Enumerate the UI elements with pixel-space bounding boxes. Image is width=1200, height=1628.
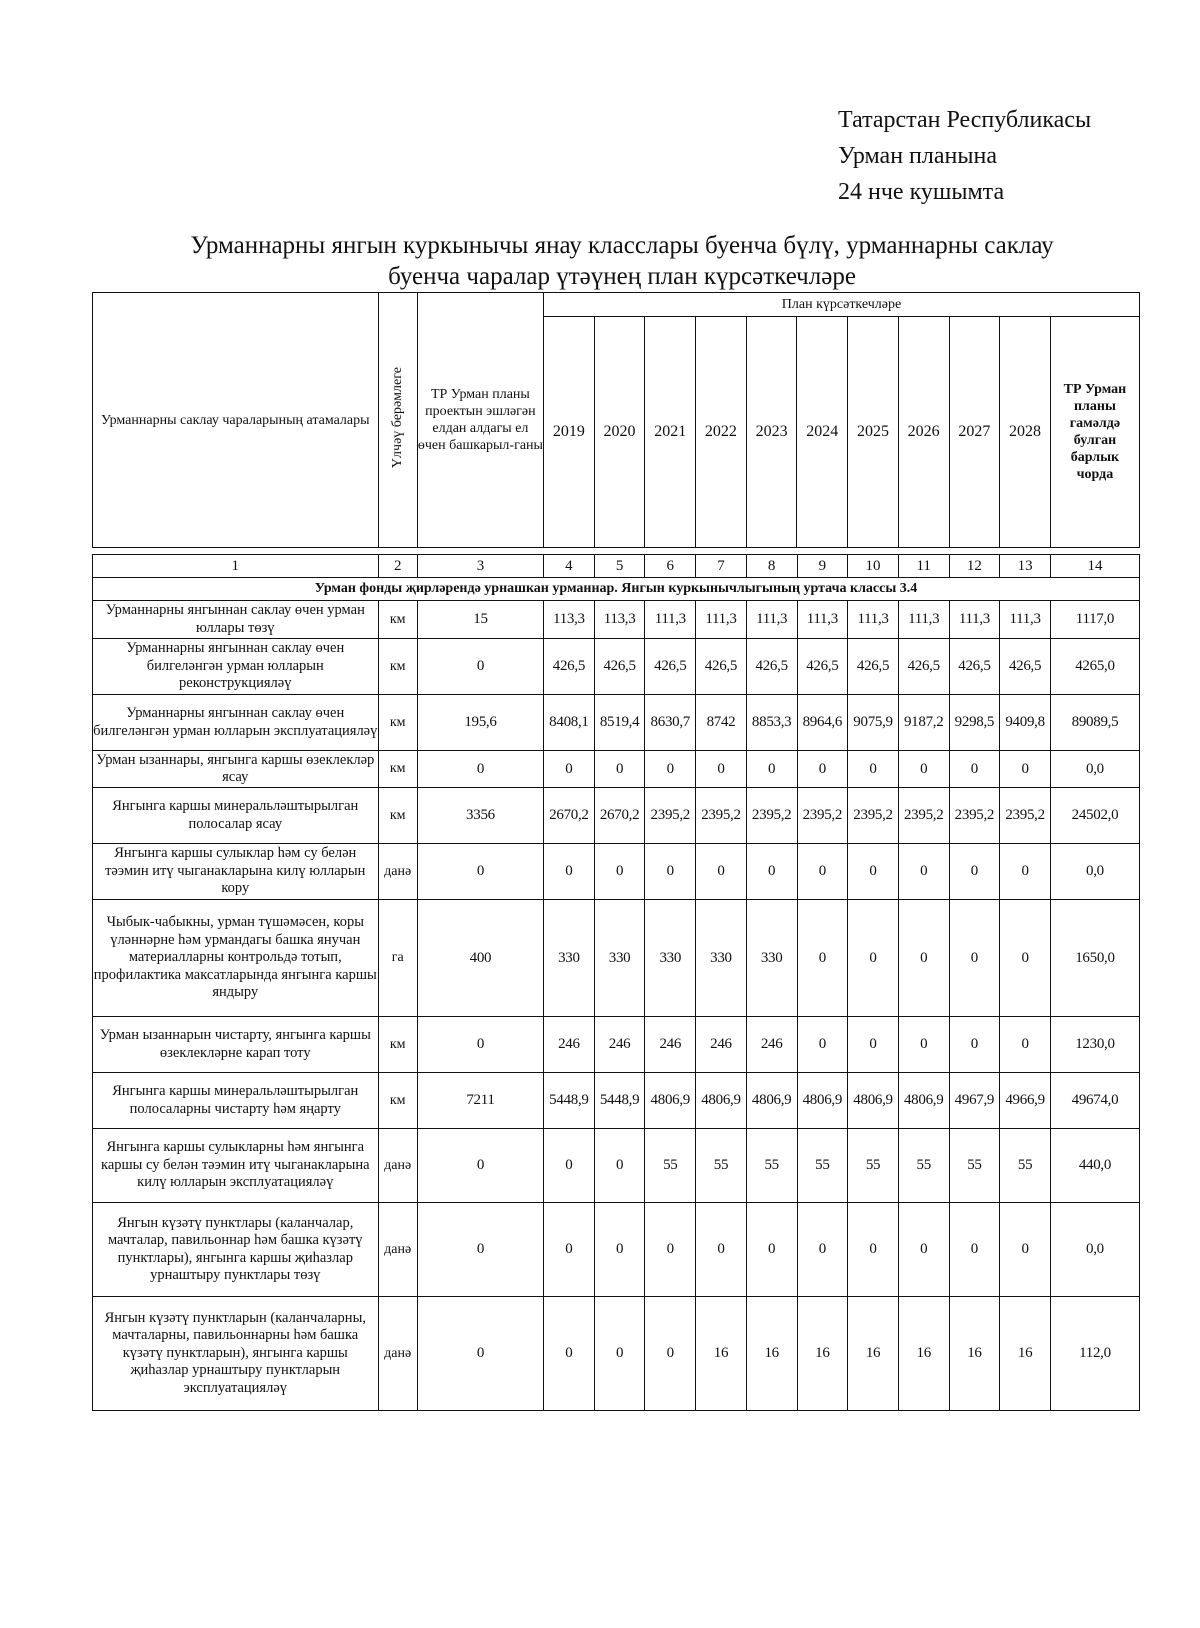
- year-value-cell: 426,5: [1000, 639, 1051, 695]
- previous-year-cell: 0: [417, 751, 543, 788]
- year-value-cell: 4806,9: [746, 1073, 797, 1129]
- unit-cell: данә: [378, 1129, 417, 1203]
- year-value-cell: 0: [1000, 1203, 1051, 1297]
- column-number: 6: [645, 555, 696, 578]
- total-cell: 0,0: [1050, 844, 1139, 900]
- measure-name-cell: Янгын күзәтү пунктларын (каланчаларны, мачталарны, павильоннарны һәм башка күзәтү пунктларын), янгынга каршы җиһазлар урнаштыру пунктларын эксплуатацияләү: [93, 1297, 379, 1411]
- year-value-cell: 246: [746, 1017, 797, 1073]
- year-value-cell: 4806,9: [898, 1073, 949, 1129]
- unit-cell: км: [378, 788, 417, 844]
- year-value-cell: 0: [1000, 1017, 1051, 1073]
- year-value-cell: 16: [949, 1297, 1000, 1411]
- year-value-cell: 0: [797, 1203, 848, 1297]
- year-value-cell: 330: [696, 900, 747, 1017]
- year-value-cell: 0: [544, 844, 595, 900]
- year-value-cell: 0: [898, 1203, 949, 1297]
- year-value-cell: 0: [544, 1129, 595, 1203]
- table-row: [93, 601, 1140, 639]
- previous-year-cell: 195,6: [417, 695, 543, 751]
- year-value-cell: 111,3: [797, 601, 848, 639]
- year-value-cell: 16: [746, 1297, 797, 1411]
- year-value-cell: 246: [696, 1017, 747, 1073]
- year-value-cell: 55: [898, 1129, 949, 1203]
- year-value-cell: 111,3: [696, 601, 747, 639]
- year-value-cell: 111,3: [645, 601, 696, 639]
- year-value-cell: 0: [1000, 751, 1051, 788]
- year-value-cell: 4806,9: [848, 1073, 899, 1129]
- total-cell: 112,0: [1050, 1297, 1139, 1411]
- year-value-cell: 426,5: [696, 639, 747, 695]
- table-row: [93, 788, 1140, 844]
- year-value-cell: 4966,9: [1000, 1073, 1051, 1129]
- year-value-cell: 0: [645, 751, 696, 788]
- document-title: [92, 230, 1152, 292]
- year-value-cell: 0: [898, 751, 949, 788]
- year-value-cell: 330: [746, 900, 797, 1017]
- measure-name-cell: Урман ызаннары, янгынга каршы өзеклекләр ясау: [93, 751, 379, 788]
- year-value-cell: 426,5: [746, 639, 797, 695]
- header-republic: Татарстан Республикасы: [838, 107, 1092, 133]
- previous-year-cell: 0: [417, 1017, 543, 1073]
- year-value-cell: 55: [949, 1129, 1000, 1203]
- year-value-cell: 426,5: [544, 639, 595, 695]
- year-value-cell: 0: [645, 1203, 696, 1297]
- year-value-cell: 2395,2: [696, 788, 747, 844]
- year-value-cell: 426,5: [898, 639, 949, 695]
- total-cell: 0,0: [1050, 751, 1139, 788]
- year-value-cell: 55: [848, 1129, 899, 1203]
- unit-cell: км: [378, 695, 417, 751]
- year-value-cell: 0: [949, 751, 1000, 788]
- table-row: [93, 1203, 1140, 1297]
- header-unit: [378, 293, 417, 548]
- year-value-cell: 0: [1000, 900, 1051, 1017]
- table-row: [93, 844, 1140, 900]
- unit-cell: данә: [378, 1203, 417, 1297]
- year-value-cell: 2670,2: [594, 788, 645, 844]
- unit-cell: данә: [378, 1297, 417, 1411]
- total-cell: 0,0: [1050, 1203, 1139, 1297]
- year-value-cell: 0: [848, 1203, 899, 1297]
- unit-cell: км: [378, 751, 417, 788]
- year-value-cell: 0: [544, 751, 595, 788]
- year-value-cell: 0: [594, 1297, 645, 1411]
- year-value-cell: 0: [594, 844, 645, 900]
- column-number: 12: [949, 555, 1000, 578]
- year-value-cell: 16: [1000, 1297, 1051, 1411]
- year-value-cell: 0: [594, 1129, 645, 1203]
- year-value-cell: 0: [797, 844, 848, 900]
- header-year: 2019: [544, 317, 595, 548]
- table-row: [93, 751, 1140, 788]
- unit-cell: км: [378, 1017, 417, 1073]
- year-value-cell: 246: [594, 1017, 645, 1073]
- year-value-cell: 55: [746, 1129, 797, 1203]
- year-value-cell: 2395,2: [848, 788, 899, 844]
- year-value-cell: 0: [949, 1203, 1000, 1297]
- year-value-cell: 8519,4: [594, 695, 645, 751]
- year-value-cell: 0: [797, 751, 848, 788]
- column-number: 2: [378, 555, 417, 578]
- header-measure-name: Урманнарны саклау чараларының атамалары: [93, 293, 379, 548]
- year-value-cell: 0: [848, 751, 899, 788]
- year-value-cell: 5448,9: [594, 1073, 645, 1129]
- measure-name-cell: Урманнарны янгыннан саклау өчен урман юллары төзү: [93, 601, 379, 639]
- year-value-cell: 16: [696, 1297, 747, 1411]
- column-number: 7: [696, 555, 747, 578]
- year-value-cell: 16: [848, 1297, 899, 1411]
- year-value-cell: 0: [848, 844, 899, 900]
- measure-name-cell: Урманнарны янгыннан саклау өчен билгеләнгән урман юлларын эксплуатацияләү: [93, 695, 379, 751]
- table-row: [93, 639, 1140, 695]
- header-appendix-number: 24 нче кушымта: [838, 179, 1005, 205]
- year-value-cell: 0: [949, 900, 1000, 1017]
- section-title: Урман фонды җирләрендә урнашкан урманнар. Янгын куркынычлыгының уртача классы 3.4: [93, 578, 1140, 601]
- year-value-cell: 8408,1: [544, 695, 595, 751]
- column-number: 10: [848, 555, 899, 578]
- year-value-cell: 330: [594, 900, 645, 1017]
- year-value-cell: 0: [797, 900, 848, 1017]
- unit-cell: данә: [378, 844, 417, 900]
- year-value-cell: 0: [898, 1017, 949, 1073]
- table-row: [93, 1129, 1140, 1203]
- total-cell: 24502,0: [1050, 788, 1139, 844]
- appendix-header: [838, 102, 1091, 210]
- year-value-cell: 0: [696, 751, 747, 788]
- previous-year-cell: 7211: [417, 1073, 543, 1129]
- column-number: 1: [93, 555, 379, 578]
- year-value-cell: 9298,5: [949, 695, 1000, 751]
- total-cell: 1117,0: [1050, 601, 1139, 639]
- year-value-cell: 2395,2: [898, 788, 949, 844]
- section-row: [93, 578, 1140, 601]
- title-line-2: буенча чаралар үтәүнең план күрсәткечләре: [388, 263, 856, 290]
- column-number: 9: [797, 555, 848, 578]
- year-value-cell: 4806,9: [696, 1073, 747, 1129]
- previous-year-cell: 3356: [417, 788, 543, 844]
- measure-name-cell: Янгын күзәтү пунктлары (каланчалар, мачталар, павильоннар һәм башка күзәтү пунктлары), янгынга каршы җиһазлар урнаштыру пунктлары төзү: [93, 1203, 379, 1297]
- year-value-cell: 246: [645, 1017, 696, 1073]
- year-value-cell: 113,3: [544, 601, 595, 639]
- year-value-cell: 0: [898, 844, 949, 900]
- total-cell: 1230,0: [1050, 1017, 1139, 1073]
- column-number: 8: [746, 555, 797, 578]
- year-value-cell: 2670,2: [544, 788, 595, 844]
- column-number: 5: [594, 555, 645, 578]
- header-year: 2024: [797, 317, 848, 548]
- year-value-cell: 2395,2: [645, 788, 696, 844]
- year-value-cell: 0: [645, 1297, 696, 1411]
- year-value-cell: 330: [645, 900, 696, 1017]
- year-value-cell: 0: [1000, 844, 1051, 900]
- column-number: 4: [544, 555, 595, 578]
- year-value-cell: 9187,2: [898, 695, 949, 751]
- year-value-cell: 111,3: [848, 601, 899, 639]
- header-previous-year: ТР Урман планы проектын эшләгән елдан алдагы ел өчен башкарыл-ганы: [417, 293, 543, 548]
- year-value-cell: 0: [645, 844, 696, 900]
- header-year: 2020: [594, 317, 645, 548]
- year-value-cell: 4806,9: [645, 1073, 696, 1129]
- column-number: 11: [898, 555, 949, 578]
- year-value-cell: 2395,2: [949, 788, 1000, 844]
- year-value-cell: 16: [898, 1297, 949, 1411]
- measure-name-cell: Янгынга каршы минеральләштырылган полосаларны чистарту һәм яңарту: [93, 1073, 379, 1129]
- year-value-cell: 2395,2: [1000, 788, 1051, 844]
- total-cell: 49674,0: [1050, 1073, 1139, 1129]
- total-cell: 1650,0: [1050, 900, 1139, 1017]
- year-value-cell: 0: [746, 751, 797, 788]
- year-value-cell: 16: [797, 1297, 848, 1411]
- year-value-cell: 4806,9: [797, 1073, 848, 1129]
- table-row: [93, 1017, 1140, 1073]
- year-value-cell: 0: [544, 1297, 595, 1411]
- header-year: 2022: [696, 317, 747, 548]
- measure-name-cell: Урман ызаннарын чистарту, янгынга каршы өзеклекләрне карап тоту: [93, 1017, 379, 1073]
- year-value-cell: 9075,9: [848, 695, 899, 751]
- previous-year-cell: 15: [417, 601, 543, 639]
- title-line-1: Урманнарны янгын куркынычы янау класслары буенча бүлү, урманнарны саклау: [190, 232, 1054, 259]
- year-value-cell: 0: [594, 751, 645, 788]
- year-value-cell: 113,3: [594, 601, 645, 639]
- header-year: 2027: [949, 317, 1000, 548]
- table-row: [93, 695, 1140, 751]
- table-row: [93, 1297, 1140, 1411]
- measure-name-cell: Янгынга каршы минеральләштырылган полосалар ясау: [93, 788, 379, 844]
- year-value-cell: 2395,2: [797, 788, 848, 844]
- year-value-cell: 8630,7: [645, 695, 696, 751]
- column-number: 14: [1050, 555, 1139, 578]
- year-value-cell: 0: [594, 1203, 645, 1297]
- measure-name-cell: Чыбык-чабыкны, урман түшәмәсен, коры үләннәрне һәм урмандагы башка янучан материалларны контрольдә тотып, профилактика максатларында янгынга каршы яндыру: [93, 900, 379, 1017]
- year-value-cell: 111,3: [1000, 601, 1051, 639]
- year-value-cell: 55: [797, 1129, 848, 1203]
- year-value-cell: 426,5: [594, 639, 645, 695]
- year-value-cell: 55: [645, 1129, 696, 1203]
- year-value-cell: 0: [848, 900, 899, 1017]
- year-value-cell: 0: [696, 1203, 747, 1297]
- unit-cell: км: [378, 1073, 417, 1129]
- year-value-cell: 9409,8: [1000, 695, 1051, 751]
- year-value-cell: 330: [544, 900, 595, 1017]
- table-header: [92, 292, 1140, 548]
- year-value-cell: 0: [797, 1017, 848, 1073]
- column-number: 3: [417, 555, 543, 578]
- column-number-row: [93, 555, 1140, 578]
- previous-year-cell: 0: [417, 1129, 543, 1203]
- year-value-cell: 0: [898, 900, 949, 1017]
- previous-year-cell: 0: [417, 1203, 543, 1297]
- previous-year-cell: 400: [417, 900, 543, 1017]
- previous-year-cell: 0: [417, 639, 543, 695]
- previous-year-cell: 0: [417, 1297, 543, 1411]
- year-value-cell: 8742: [696, 695, 747, 751]
- unit-cell: га: [378, 900, 417, 1017]
- header-forest-plan: Урман планына: [838, 143, 997, 169]
- year-value-cell: 246: [544, 1017, 595, 1073]
- year-value-cell: 0: [949, 844, 1000, 900]
- unit-cell: км: [378, 601, 417, 639]
- year-value-cell: 0: [949, 1017, 1000, 1073]
- header-year: 2025: [848, 317, 899, 548]
- year-value-cell: 0: [746, 844, 797, 900]
- year-value-cell: 55: [1000, 1129, 1051, 1203]
- year-value-cell: 111,3: [898, 601, 949, 639]
- year-value-cell: 0: [746, 1203, 797, 1297]
- unit-cell: км: [378, 639, 417, 695]
- year-value-cell: 111,3: [949, 601, 1000, 639]
- year-value-cell: 8964,6: [797, 695, 848, 751]
- header-year: 2028: [1000, 317, 1051, 548]
- total-cell: 440,0: [1050, 1129, 1139, 1203]
- year-value-cell: 4967,9: [949, 1073, 1000, 1129]
- year-value-cell: 2395,2: [746, 788, 797, 844]
- measure-name-cell: Янгынга каршы сулыклар һәм су белән тәэмин итү чыганакларына килү юлларын кору: [93, 844, 379, 900]
- total-cell: 4265,0: [1050, 639, 1139, 695]
- year-value-cell: 0: [544, 1203, 595, 1297]
- year-value-cell: 0: [848, 1017, 899, 1073]
- measure-name-cell: Урманнарны янгыннан саклау өчен билгеләнгән урман юлларын реконструкцияләү: [93, 639, 379, 695]
- measure-name-cell: Янгынга каршы сулыкларны һәм янгынга каршы су белән тәэмин итү чыганакларына килү юлларын эксплуатацияләү: [93, 1129, 379, 1203]
- column-number: 13: [1000, 555, 1051, 578]
- header-year: 2021: [645, 317, 696, 548]
- year-value-cell: 426,5: [797, 639, 848, 695]
- year-value-cell: 111,3: [746, 601, 797, 639]
- header-year: 2026: [898, 317, 949, 548]
- year-value-cell: 8853,3: [746, 695, 797, 751]
- year-value-cell: 426,5: [645, 639, 696, 695]
- total-cell: 89089,5: [1050, 695, 1139, 751]
- header-plan-indicators: План күрсәткечләре: [544, 293, 1140, 317]
- header-total-period: ТР Урман планы гамәлдә булган барлык чорда: [1050, 317, 1139, 548]
- header-unit-label: Үлчәү берәмлеге: [389, 366, 405, 469]
- year-value-cell: 426,5: [949, 639, 1000, 695]
- previous-year-cell: 0: [417, 844, 543, 900]
- table-row: [93, 900, 1140, 1017]
- header-year: 2023: [746, 317, 797, 548]
- year-value-cell: 426,5: [848, 639, 899, 695]
- year-value-cell: 0: [696, 844, 747, 900]
- year-value-cell: 55: [696, 1129, 747, 1203]
- data-table: [92, 554, 1140, 1411]
- table-row: [93, 1073, 1140, 1129]
- year-value-cell: 5448,9: [544, 1073, 595, 1129]
